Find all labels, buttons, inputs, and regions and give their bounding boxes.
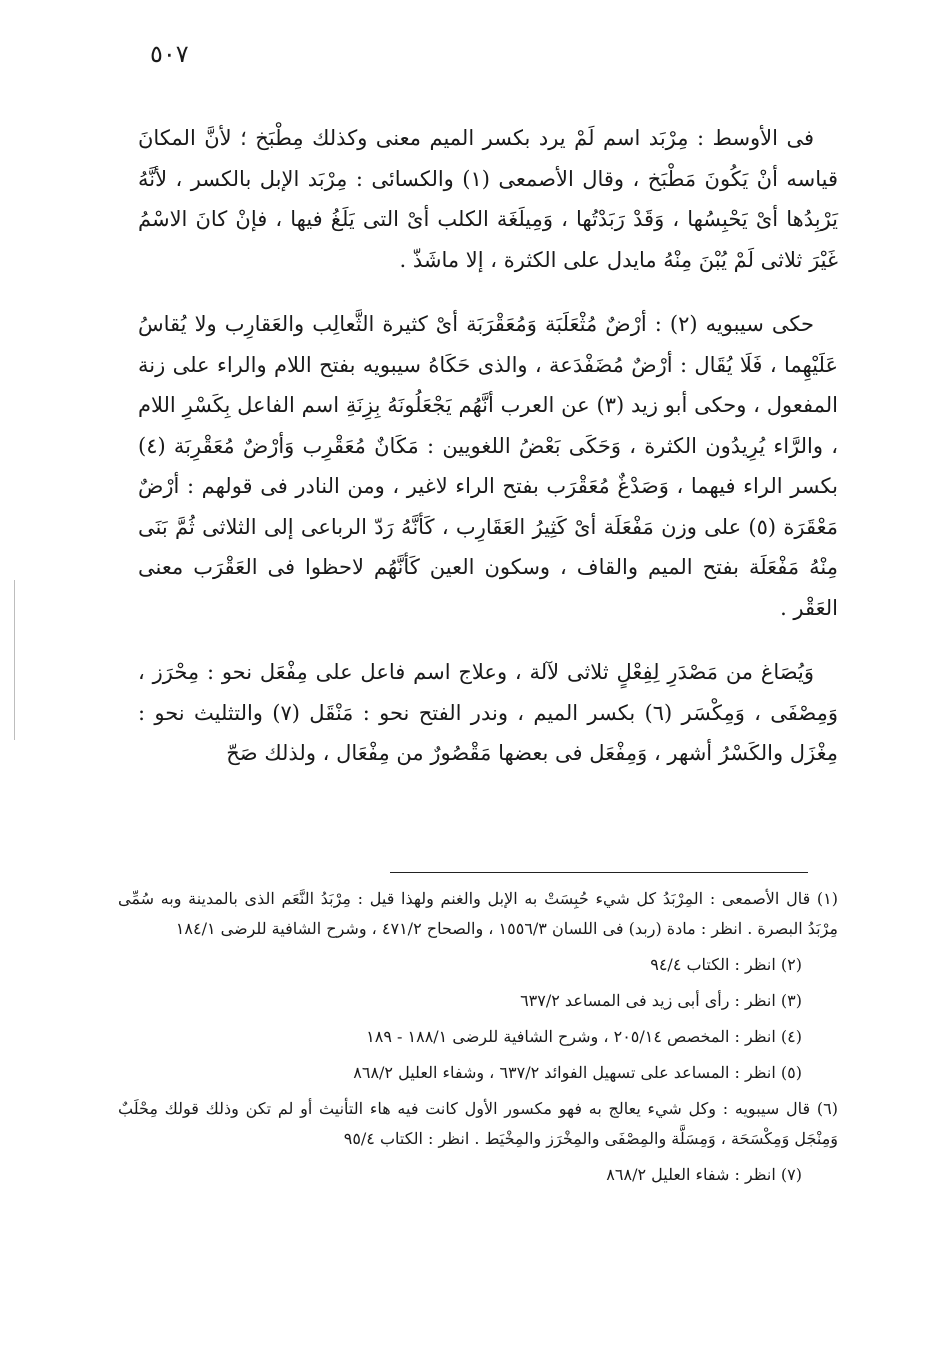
footnote-3: (٣) انظر : رأى أبى زيد فى المساعد ٦٣٧/٢ xyxy=(520,991,802,1010)
footnote-7: (٧) انظر : شفاء العليل ٨٦٨/٢ xyxy=(606,1165,802,1184)
paragraph-1: فى الأوسط : مِرْبَد اسم لَمْ يرد بكسر الميم معنى وكذلك مِطْبَخ ؛ لأنَّ المكانَ قياسه أنْ يَكُونَ مَطْبَخ ، وقال الأصمعى (١) والكسائى : مِرْبَد الإبل بالكسر ، لأنَّهُ يَرْبِدُها أىْ يَحْبِسُها ، وَقَدْ رَبَدْتُها ، وَمِيلَغَة الكلب أىْ التى يَلَغُ فيها ، فإنْ كانَ الاسْمُ غَيْرَ ثلاثى لَمْ يُبْنَ مِنْهُ مايدل على الكثرة ، إلا ماشَذّ . xyxy=(138,126,838,272)
page-number: ٥٠٧ xyxy=(150,40,189,68)
footnote-1: (١) قال الأصمعى : المِرْبَدُ كل شيء حُبِسَتْ به الإبل والغنم ولهذا قيل : مِرْبَدُ النَّعَم الذى بالمدينة وبه سُمِّى مِرْبَدُ البصرة . انظر : مادة (ربد) فى اللسان ١٥٥٦/٣ ، والصحاح ٤٧١/٢ ، وشرح الشافية للرضى ١٨٤/١ xyxy=(118,889,839,938)
paragraph-2: حكى سيبويه (٢) : أرْضٌ مُثْعَلَبَة وَمُعَقْرَبَة أىْ كثيرة الثَّعالِب والعَقارِب ولا يُقاسُ عَلَيْهِما ، فَلَا يُقَال : أرْضٌ مُضَفْدَعة ، والذى حَكَاهُ سيبويه بفتح اللام والراء على زنة المفعول ، وحكى أبو زيد (٣) عن العرب أنَّهُم يَجْعَلُونَهُ بِزِنَةِ اسم الفاعل بِكَسْرِ اللام ، والرَّاء يُرِيدُون الكثرة ، وَحَكَى بَعْضُ اللغويين : مَكَانٌ مُعَقْرِب وَأرْضٌ مُعَقْرِبَة (٤) بكسر الراء فيهما ، وَصَدْغٌ مُعَقْرَب بفتح الراء لاغير ، ومن النادر فى قولهم : أرْضٌ مَعْقَرَة (٥) على وزن مَفْعَلَة أىْ كَثِيرُ العَقَارِب ، كَأنَّهُ رَدّ الرباعى إلى الثلاثى ثُمَّ بَنَى مِنْهُ مَفْعَلَة بفتح الميم والقاف ، وسكون العين كَأنَّهُم لاحظوا فى العَقْرَب معنى العَقْر . xyxy=(138,312,839,620)
main-text xyxy=(138,118,838,798)
footnote-6: (٦) قال سيبويه : وكل شيء يعالج به فهو مكسور الأول كانت فيه هاء التأنيث أو لم تكن وذلك قولك مِحْلَبٌ وَمِنْجَل وَمِكْسَحَة ، وَمِسَلَّة والمِصْفَى والمِخْرَز والمِخْيَط . انظر : الكتاب ٩٥/٤ xyxy=(118,1099,838,1148)
footnote-divider xyxy=(390,872,808,873)
footnote-2: (٢) انظر : الكتاب ٩٤/٤ xyxy=(650,955,802,974)
footnote-5: (٥) انظر : المساعد على تسهيل الفوائد ٦٣٧/٢ ، وشفاء العليل ٨٦٨/٢ xyxy=(353,1063,802,1082)
paragraph-3: وَيُصَاغ من مَصْدَرِ لِفِعْلٍ ثلاثى لآلة ، وعلاج اسم فاعل على مِفْعَل نحو : مِحْرَز ، وَمِصْفَى ، وَمِكْسَر (٦) بكسر الميم ، وندر الفتح نحو : مَنْقَل (٧) والتثليث نحو : مِغْزَل والكَسْرُ أشهر ، وَمِفْعَل فى بعضها مَقْصُورٌ من مِفْعَال ، ولذلك صَحّ xyxy=(138,660,839,765)
scan-margin-line xyxy=(14,580,15,740)
footnotes xyxy=(118,884,838,1196)
footnote-4: (٤) انظر : المخصص ٢٠٥/١٤ ، وشرح الشافية للرضى ١٨٨/١ - ١٨٩ xyxy=(366,1027,802,1046)
